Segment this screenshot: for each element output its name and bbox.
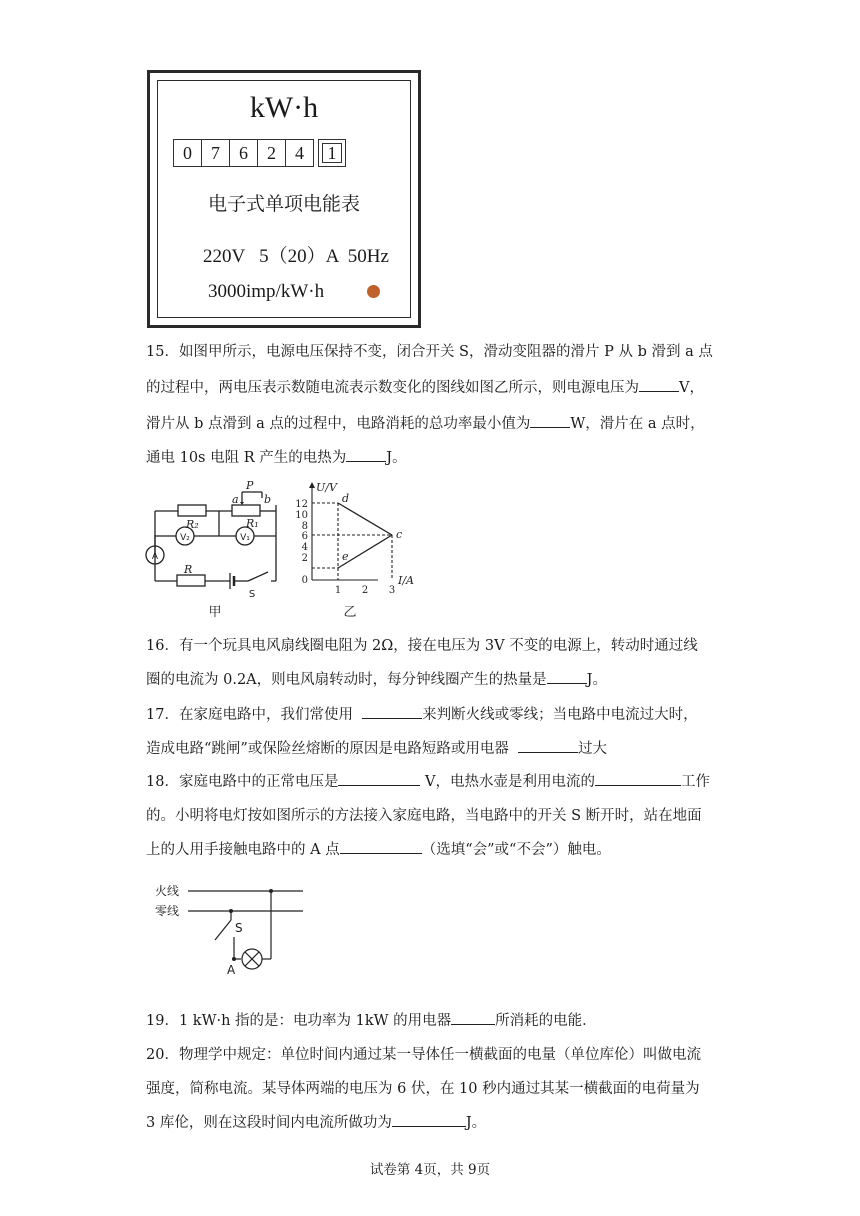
q15-line2: 的过程中，两电压表示数随电流表示数变化的图线如图乙所示，则电源电压为 V， [146,373,704,403]
meter-imp: 3000imp/kW·h [208,281,325,302]
circuit-label-p: P [246,480,254,492]
q20-line2: 强度，简称电流。某导体两端的电压为 6 伏，在 10 秒内通过其某一横截面的电荷量为 [146,1081,700,1097]
meter-digit: 2 [257,139,286,167]
answer-blank[interactable] [362,702,422,719]
graph-point-e: e [342,550,349,563]
circuit-label-b: b [264,493,272,506]
electric-meter-figure [147,70,421,328]
graph-point-d: d [342,492,350,505]
q18-line1: 18．家庭电路中的正常电压是 V，电热水壶是利用电流的 工作 [146,767,710,797]
q16-line2: 圈的电流为 0.2A，则电风扇转动时，每分钟线圈产生的热量是 J。 [146,665,607,695]
circuit-label-r1: R₁ [246,517,259,530]
q20-line1: 20．物理学中规定：单位时间内通过某一导体任一横截面的电量（单位库伦）叫做电流 [146,1047,701,1063]
q15-line1: 15．如图甲所示，电源电压保持不变，闭合开关 S，滑动变阻器的滑片 P 从 b 滑到 a 点 [146,344,713,360]
answer-blank[interactable] [595,769,681,786]
q15-line3: 滑片从 b 点滑到 a 点的过程中，电路消耗的总功率最小值为 W，滑片在 a 点时， [146,409,705,439]
answer-blank[interactable] [547,667,587,684]
graph-ytick: 8 [301,521,308,532]
q16-line1: 16．有一个玩具电风扇线圈电阻为 2Ω，接在电压为 3V 不变的电源上，转动时通过线 [146,638,698,654]
circuit-voltmeter-v1: V₁ [240,533,250,543]
graph-ytick: 12 [295,499,308,510]
meter-spec: 220V 5（20）A 50Hz [203,246,389,267]
graph-ytick: 4 [301,542,308,553]
q15-circuit-diagram [140,480,280,620]
answer-blank[interactable] [338,769,420,786]
meter-digit: 0 [173,139,202,167]
circuit-ammeter: A [151,552,159,562]
circuit-label-s: S [248,589,256,600]
q15-line4: 通电 10s 电阻 R 产生的电热为 J。 [146,443,407,473]
fig-label-jia: 甲 [208,605,222,620]
q17-line2: 造成电路“跳闸”或保险丝熔断的原因是电路短路或用电器 过大 [146,734,607,764]
q18-line3: 上的人用手接触电路中的 A 点 （选填“会”或“不会”）触电。 [146,835,611,865]
answer-blank[interactable] [518,736,578,753]
q20-line3: 3 库伦，则在这段时间内电流所做功为 J。 [146,1108,486,1138]
answer-blank[interactable] [340,837,422,854]
fig-point-a-label: A [227,963,236,977]
graph-xtick: 2 [361,585,369,596]
graph-xtick: 3 [388,585,396,596]
fig-neutral-wire-label: 零线 [155,904,180,918]
graph-ylabel: U/V [316,481,337,494]
graph-xtick: 1 [334,585,342,596]
circuit-voltmeter-v2: V₂ [180,533,190,543]
graph-ytick: 10 [295,510,308,521]
graph-ytick: 0 [301,575,308,586]
q15-ui-graph [290,480,425,620]
graph-ytick: 2 [301,553,308,564]
meter-digits [174,139,346,167]
q18-household-circuit [155,880,315,980]
q19-line1: 19．1 kW·h 指的是：电功率为 1kW 的用电器 所消耗的电能． [146,1006,597,1036]
answer-blank[interactable] [530,411,570,428]
circuit-label-a: a [232,493,239,506]
meter-name: 电子式单项电能表 [207,193,360,215]
answer-blank[interactable] [451,1008,495,1025]
graph-xlabel: I/A [398,574,414,587]
graph-ytick: 6 [301,531,308,542]
meter-digit: 7 [201,139,230,167]
page-footer: 试卷第 4页，共 9页 [369,1162,491,1178]
q18-line2: 的。小明将电灯按如图所示的方法接入家庭电路，当电路中的开关 S 断开时，站在地面 [146,808,702,824]
meter-decimal-digit: 1 [318,139,346,167]
meter-digit: 6 [229,139,258,167]
q17-line1: 17．在家庭电路中，我们常使用 来判断火线或零线；当电路中电流过大时， [146,700,698,730]
meter-unit: kW·h [249,91,319,124]
answer-blank[interactable] [346,445,386,462]
graph-point-c: c [396,528,403,541]
circuit-label-r: R [184,563,193,576]
circuit-label-r2: R₂ [186,518,199,531]
meter-led-indicator [367,285,380,298]
fig-switch-label: S [235,921,243,935]
answer-blank[interactable] [392,1110,466,1127]
meter-panel [157,80,411,318]
answer-blank[interactable] [639,375,679,392]
meter-digit: 4 [285,139,314,167]
fig-label-yi: 乙 [343,605,357,620]
fig-live-wire-label: 火线 [155,884,180,898]
